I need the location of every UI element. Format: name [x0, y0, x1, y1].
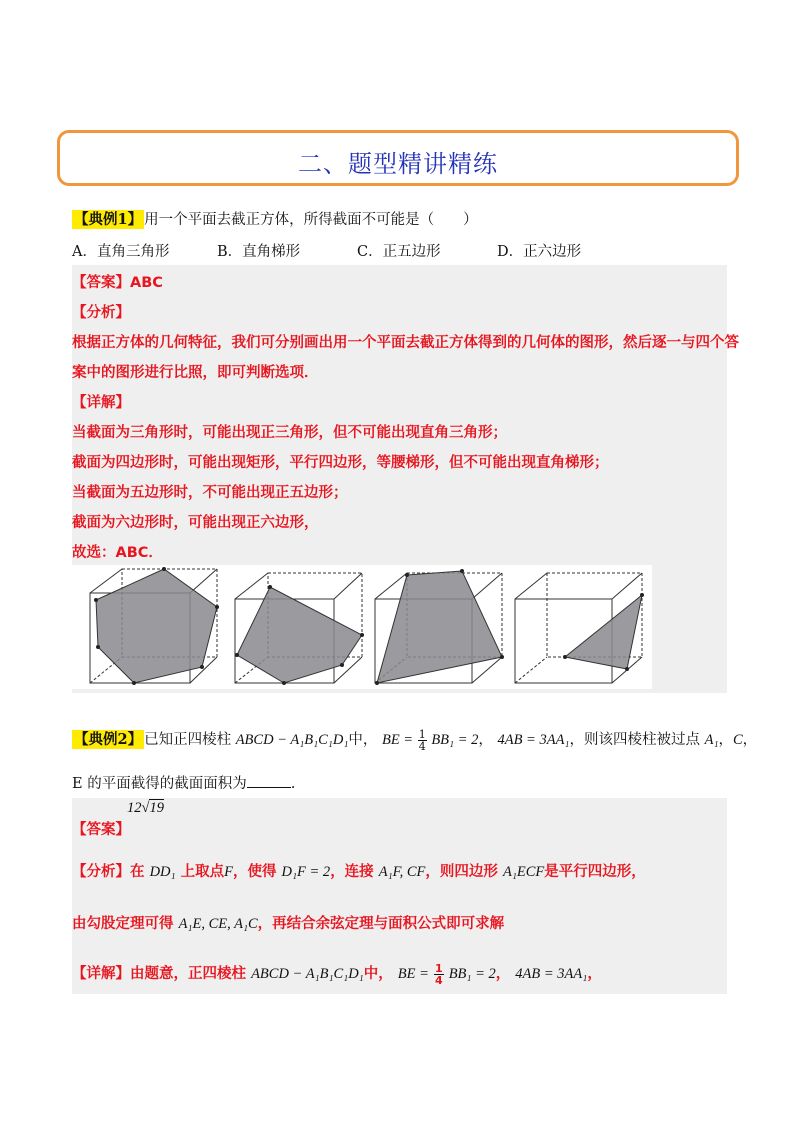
cube-triangle-section	[515, 573, 644, 683]
ex2-an-1: 在	[130, 864, 145, 880]
ex2-tag: 【典例2】	[74, 731, 143, 748]
ex2-an-d1f: D₁F = 2	[281, 864, 331, 880]
answer-blank	[247, 775, 291, 788]
ex2-frac-num: 1	[418, 727, 426, 741]
ex1-answer-label: 【答案】	[72, 275, 130, 291]
ex2-be-lhs: BE =	[381, 732, 414, 748]
ex2-analysis-line-2	[72, 912, 504, 933]
ex2-an-3: ，使得	[232, 864, 277, 880]
ex1-question-line	[72, 208, 478, 229]
ex2-an-8: ，再结合余弦定理与面积公式即可求解	[257, 916, 505, 932]
ex1-analysis-1: 根据正方体的几何特征，我们可分别画出用一个平面去截正方体得到的几何体的图形，然后逐一与四个答	[72, 335, 739, 351]
cube-sections-figure	[72, 565, 652, 689]
ex2-an-dd1: DD₁	[149, 864, 176, 880]
cube-sections-svg	[72, 565, 652, 689]
ex2-question-line-1: 【典例2】 已知正四棱柱 ABCD − A₁B₁C₁D₁中， BE = $\frac{1}{4}$ BB₁ = 2， 4AB = 3AA₁，则该四棱柱被过点 A₁，C，	[74, 727, 758, 753]
ex1-answer: ABC	[130, 275, 163, 291]
ex2-detail-cond: 4AB = 3AA₁	[515, 966, 588, 982]
ex1-analysis-2: 案中的图形进行比照，即可判断选项．	[72, 365, 319, 381]
ex2-an-6: 是平行四边形，	[544, 864, 646, 880]
ex2-q-part1: 已知正四棱柱	[144, 732, 232, 748]
ex1-detail-1: 当截面为三角形时，可能出现正三角形，但不可能出现直角三角形；	[72, 425, 507, 441]
ex2-an-segs: A₁E, CE, A₁C	[178, 916, 258, 932]
ex2-frac-den: 4	[418, 739, 426, 753]
ex2-question-line-2	[72, 772, 295, 793]
ex1-tag: 【典例1】	[74, 211, 143, 228]
cube-hexagon-section	[90, 567, 219, 685]
ex2-answer-value: 12√19	[127, 800, 164, 816]
ex2-an-4: ，连接	[330, 864, 374, 880]
cube-pentagon-section	[235, 573, 364, 685]
ex2-q-part2: 中，	[348, 732, 378, 748]
ex2-detail-be-rhs: BB₁ = 2	[448, 966, 496, 982]
ex2-answer-radicand: 19	[149, 800, 164, 816]
ex2-detail-label: 【详解】	[72, 966, 130, 982]
ex2-q-end: .	[290, 776, 296, 792]
ex1-detail-2: 截面为四边形时，可能出现矩形，平行四边形，等腰梯形，但不可能出现直角梯形；	[72, 455, 609, 471]
ex1-analysis-label: 【分析】	[72, 305, 130, 321]
ex2-detail-2: 中，	[363, 966, 393, 982]
ex2-an-quad: A₁ECF	[502, 864, 545, 880]
ex2-detail-be-lhs: BE =	[397, 966, 429, 982]
cube-quadrilateral-section	[375, 569, 504, 685]
option-c: C．正五边形	[357, 244, 441, 260]
ex1-detail-3: 当截面为五边形时，不可能出现正五边形；	[72, 485, 348, 501]
ex2-detail-1: 由题意，正四棱柱	[130, 966, 246, 982]
ex2-an-lines: A₁F, CF	[378, 864, 426, 880]
ex2-fraction	[418, 729, 427, 752]
ex2-detail-prism: ABCD − A₁B₁C₁D₁	[251, 966, 364, 982]
ex2-solution-block	[72, 798, 727, 994]
section-title-box	[57, 130, 739, 186]
ex2-answer-coef: 12	[127, 800, 142, 816]
option-b: B．直角梯形	[217, 244, 301, 260]
ex1-detail-label: 【详解】	[72, 395, 130, 411]
ex2-an-f: F	[224, 864, 233, 880]
section-title: 二、题型精讲精练	[298, 150, 498, 178]
ex2-detail-frac-den: 4	[434, 973, 443, 987]
ex2-point-c: C	[733, 732, 743, 748]
ex1-detail-5: 故选：ABC．	[72, 545, 163, 561]
ex2-q-part4: E 的平面截得的截面面积为	[72, 776, 247, 792]
ex2-an-5: ，则四边形	[425, 864, 498, 880]
ex2-analysis-label: 【分析】	[72, 864, 130, 880]
ex2-detail-frac-num: 1	[434, 961, 443, 975]
ex2-analysis-line-1	[72, 860, 646, 881]
option-a: A．直角三角形	[72, 244, 170, 260]
ex2-detail-line: 【详解】由题意，正四棱柱 ABCD − A₁B₁C₁D₁中， BE = $\frac{1}{4}$ BB₁ = 2， 4AB = 3AA₁，	[72, 961, 602, 987]
ex2-an-7: 由勾股定理可得	[72, 916, 174, 932]
ex1-question: 用一个平面去截正方体，所得截面不可能是（ ）	[144, 212, 478, 228]
ex2-prism: ABCD − A₁B₁C₁D₁	[235, 732, 349, 748]
ex2-detail-fraction	[434, 963, 444, 986]
ex2-cond2: 4AB = 3AA₁	[497, 732, 570, 748]
ex2-be-rhs: BB₁ = 2	[431, 732, 479, 748]
option-d: D．正六边形	[497, 244, 582, 260]
ex2-point-a1: A₁	[704, 732, 719, 748]
ex2-an-2: 上取点	[180, 864, 225, 880]
ex2-answer-label: 【答案】	[72, 822, 130, 838]
ex1-detail-4: 截面为六边形时，可能出现正六边形，	[72, 515, 319, 531]
ex2-q-part3: ，则该四棱柱被过点	[569, 732, 700, 748]
